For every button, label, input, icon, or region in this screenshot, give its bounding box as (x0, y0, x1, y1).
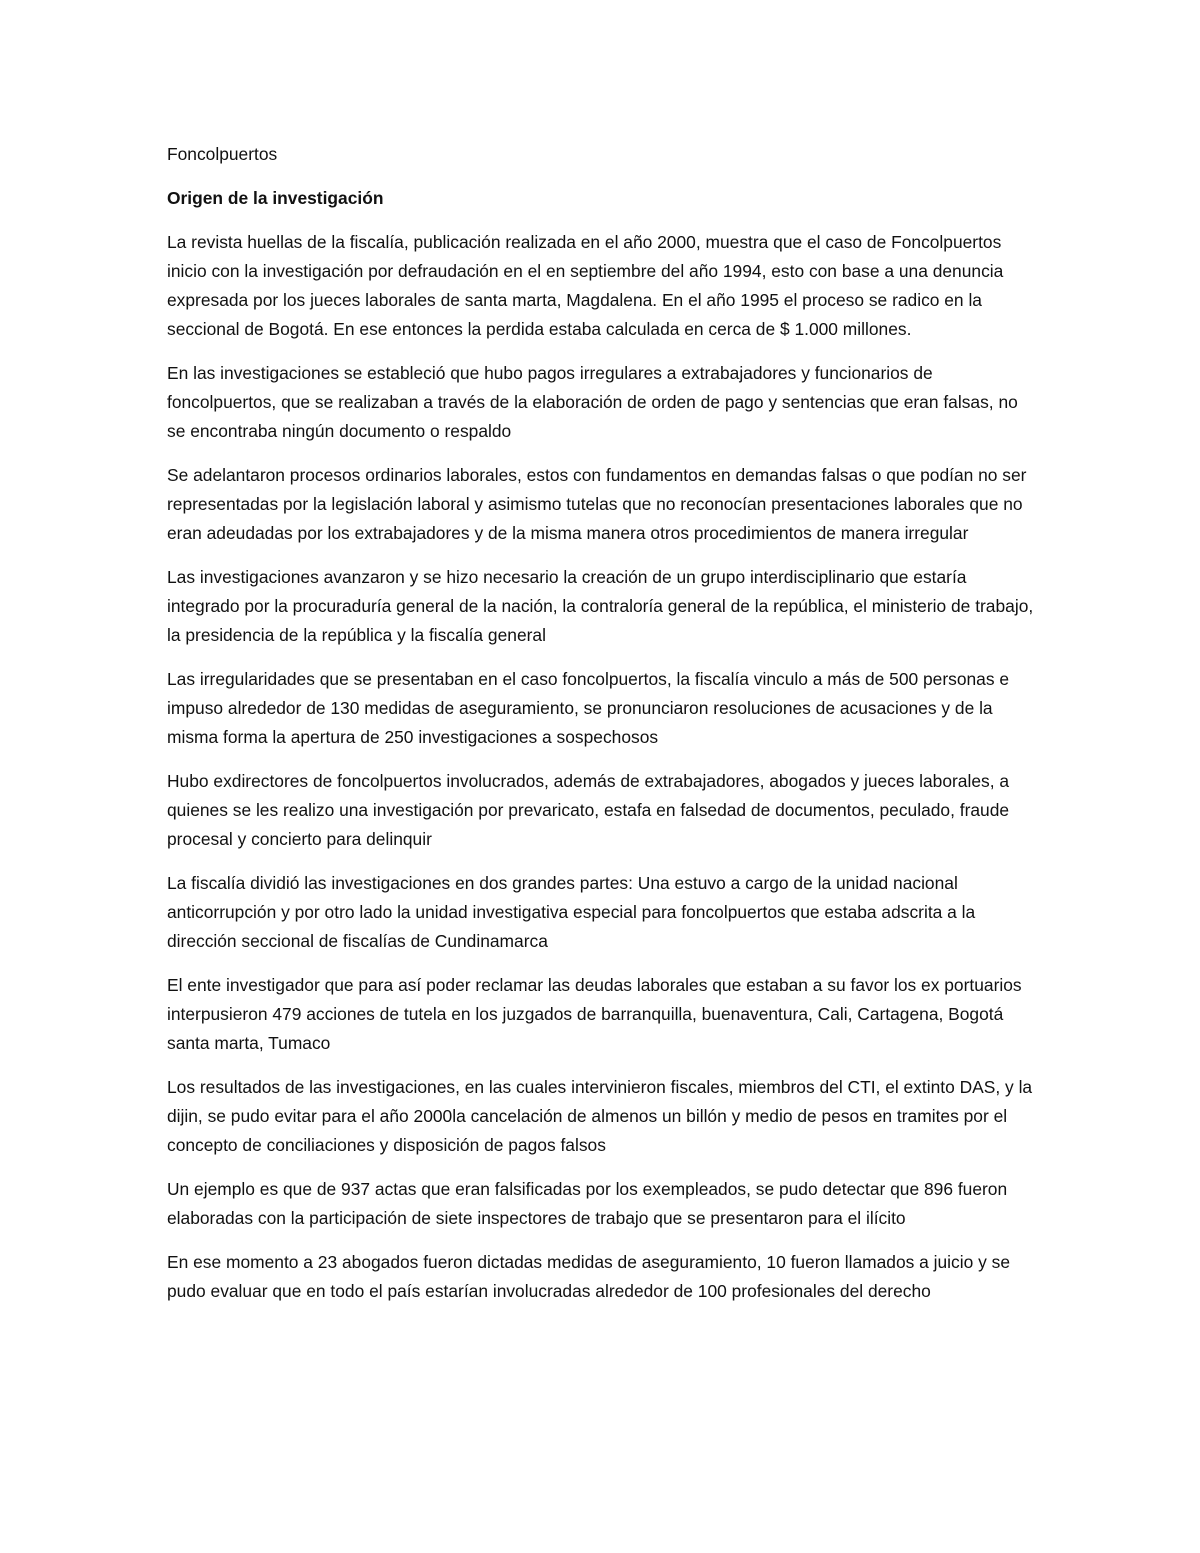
paragraph: Hubo exdirectores de foncolpuertos involucrados, además de extrabajadores, abogados y jueces laborales, a quienes se les realizo una investigación por prevaricato, estafa en falsedad de documentos, peculado, fraude procesal y concierto para delinquir (167, 771, 1010, 849)
paragraph: La revista huellas de la fiscalía, publicación realizada en el año 2000, muestra que el caso de Foncolpuertos inicio con la investigación por defraudación en el en septiembre del año 1994, esto con base a una denuncia expresada por los jueces laborales de santa marta, Magdalena. En el año 1995 el proceso se radico en la seccional de Bogotá. En ese entonces la perdida estaba calculada en cerca de $ 1.000 millones. (167, 232, 1004, 339)
section-heading: Origen de la investigación (167, 188, 384, 208)
paragraph: En ese momento a 23 abogados fueron dictadas medidas de aseguramiento, 10 fueron llamados a juicio y se pudo evaluar que en todo el país estarían involucradas alrededor de 100 profesionales del derecho (167, 1252, 1011, 1301)
document-title: Foncolpuertos (167, 144, 278, 164)
paragraph: La fiscalía dividió las investigaciones en dos grandes partes: Una estuvo a cargo de la unidad nacional anticorrupción y por otro lado la unidad investigativa especial para foncolpuertos que estaba adscrita a la dirección seccional de fiscalías de Cundinamarca (167, 873, 976, 951)
document-body (167, 140, 1037, 1321)
paragraph: Las investigaciones avanzaron y se hizo necesario la creación de un grupo interdisciplinario que estaría integrado por la procuraduría general de la nación, la contraloría general de la república, el ministerio de trabajo, la presidencia de la república y la fiscalía general (167, 567, 1034, 645)
paragraph: El ente investigador que para así poder reclamar las deudas laborales que estaban a su favor los ex portuarios interpusieron 479 acciones de tutela en los juzgados de barranquilla, buenaventura, Cali, Cartagena, Bogotá santa marta, Tumaco (167, 975, 1022, 1053)
paragraph: Los resultados de las investigaciones, en las cuales intervinieron fiscales, miembros del CTI, el extinto DAS, y la dijin, se pudo evitar para el año 2000la cancelación de almenos un billón y medio de pesos en tramites por el concepto de conciliaciones y disposición de pagos falsos (167, 1077, 1033, 1155)
paragraph: En las investigaciones se estableció que hubo pagos irregulares a extrabajadores y funcionarios de foncolpuertos, que se realizaban a través de la elaboración de orden de pago y sentencias que eran falsas, no se encontraba ningún documento o respaldo (167, 363, 1018, 441)
paragraph: Un ejemplo es que de 937 actas que eran falsificadas por los exempleados, se pudo detectar que 896 fueron elaboradas con la participación de siete inspectores de trabajo que se presentaron para el ilícito (167, 1179, 1008, 1228)
paragraph: Las irregularidades que se presentaban en el caso foncolpuertos, la fiscalía vinculo a más de 500 personas e impuso alrededor de 130 medidas de aseguramiento, se pronunciaron resoluciones de acusaciones y de la misma forma la apertura de 250 investigaciones a sospechosos (167, 669, 1010, 747)
paragraph: Se adelantaron procesos ordinarios laborales, estos con fundamentos en demandas falsas o que podían no ser representadas por la legislación laboral y asimismo tutelas que no reconocían presentaciones laborales que no eran adeudadas por los extrabajadores y de la misma manera otros procedimientos de manera irregular (167, 465, 1027, 543)
